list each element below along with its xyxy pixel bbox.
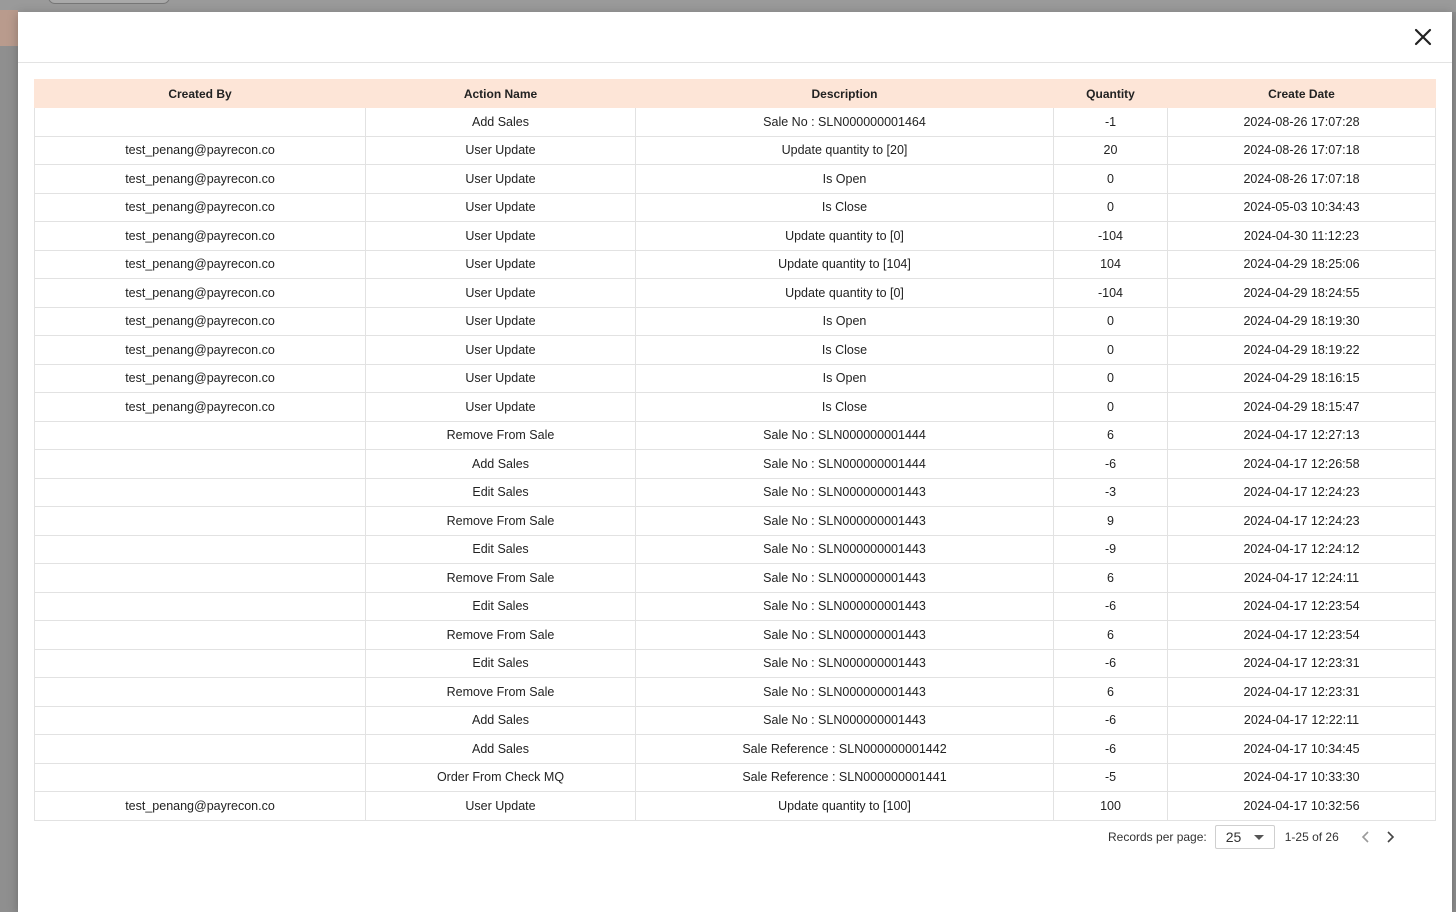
cell-description: Update quantity to [100] <box>636 792 1054 821</box>
table-header-row <box>35 80 1436 108</box>
records-per-page-label: Records per page: <box>1108 830 1207 844</box>
cell-quantity: 104 <box>1054 250 1168 279</box>
header-create-date[interactable]: Create Date <box>1168 80 1436 108</box>
cell-action-name: Remove From Sale <box>366 507 636 536</box>
cell-quantity: 6 <box>1054 564 1168 593</box>
cell-created-by <box>35 649 366 678</box>
cell-create-date: 2024-04-17 12:24:11 <box>1168 564 1436 593</box>
cell-action-name: Order From Check MQ <box>366 763 636 792</box>
cell-description: Sale No : SLN000000001443 <box>636 649 1054 678</box>
cell-create-date: 2024-04-17 12:26:58 <box>1168 450 1436 479</box>
cell-create-date: 2024-04-17 12:23:31 <box>1168 649 1436 678</box>
cell-quantity: 6 <box>1054 421 1168 450</box>
cell-description: Is Close <box>636 336 1054 365</box>
cell-description: Update quantity to [104] <box>636 250 1054 279</box>
cell-quantity: 0 <box>1054 364 1168 393</box>
cell-created-by <box>35 592 366 621</box>
table-row[interactable] <box>35 678 1436 707</box>
cell-quantity: -1 <box>1054 108 1168 137</box>
cell-description: Sale No : SLN000000001443 <box>636 621 1054 650</box>
cell-quantity: 100 <box>1054 792 1168 821</box>
table-row[interactable] <box>35 165 1436 194</box>
cell-created-by <box>35 108 366 137</box>
cell-created-by <box>35 763 366 792</box>
cell-action-name: Remove From Sale <box>366 621 636 650</box>
cell-create-date: 2024-04-17 10:33:30 <box>1168 763 1436 792</box>
table-row[interactable] <box>35 108 1436 137</box>
table-row[interactable] <box>35 792 1436 821</box>
cell-created-by <box>35 678 366 707</box>
cell-quantity: -6 <box>1054 706 1168 735</box>
cell-description: Sale Reference : SLN000000001441 <box>636 763 1054 792</box>
table-row[interactable] <box>35 763 1436 792</box>
cell-create-date: 2024-04-29 18:19:22 <box>1168 336 1436 365</box>
cell-create-date: 2024-04-29 18:19:30 <box>1168 307 1436 336</box>
cell-created-by: test_penang@payrecon.co <box>35 222 366 251</box>
cell-create-date: 2024-04-17 10:32:56 <box>1168 792 1436 821</box>
cell-quantity: 9 <box>1054 507 1168 536</box>
cell-action-name: Remove From Sale <box>366 564 636 593</box>
cell-action-name: User Update <box>366 250 636 279</box>
cell-quantity: -104 <box>1054 222 1168 251</box>
cell-quantity: -5 <box>1054 763 1168 792</box>
cell-description: Sale No : SLN000000001443 <box>636 706 1054 735</box>
table-row[interactable] <box>35 250 1436 279</box>
cell-create-date: 2024-04-29 18:25:06 <box>1168 250 1436 279</box>
cell-description: Sale Reference : SLN000000001442 <box>636 735 1054 764</box>
header-created-by[interactable]: Created By <box>35 80 366 108</box>
cell-action-name: User Update <box>366 193 636 222</box>
cell-action-name: Edit Sales <box>366 535 636 564</box>
cell-quantity: -6 <box>1054 649 1168 678</box>
cell-created-by: test_penang@payrecon.co <box>35 336 366 365</box>
table-row[interactable] <box>35 450 1436 479</box>
cell-quantity: 20 <box>1054 136 1168 165</box>
cell-description: Sale No : SLN000000001443 <box>636 592 1054 621</box>
table-row[interactable] <box>35 564 1436 593</box>
table-row[interactable] <box>35 336 1436 365</box>
cell-created-by <box>35 450 366 479</box>
cell-created-by <box>35 421 366 450</box>
cell-description: Sale No : SLN000000001464 <box>636 108 1054 137</box>
cell-created-by <box>35 478 366 507</box>
cell-create-date: 2024-04-29 18:15:47 <box>1168 393 1436 422</box>
cell-quantity: -104 <box>1054 279 1168 308</box>
chevron-right-icon[interactable] <box>1381 828 1399 846</box>
header-quantity[interactable]: Quantity <box>1054 80 1168 108</box>
cell-action-name: Edit Sales <box>366 649 636 678</box>
history-table <box>34 79 1436 821</box>
cell-quantity: -6 <box>1054 592 1168 621</box>
cell-quantity: -6 <box>1054 735 1168 764</box>
table-row[interactable] <box>35 393 1436 422</box>
history-table-wrapper <box>34 79 1435 821</box>
cell-action-name: User Update <box>366 393 636 422</box>
cell-create-date: 2024-04-17 10:34:45 <box>1168 735 1436 764</box>
cell-create-date: 2024-04-17 12:23:31 <box>1168 678 1436 707</box>
cell-create-date: 2024-04-17 12:23:54 <box>1168 592 1436 621</box>
cell-created-by <box>35 706 366 735</box>
cell-action-name: Remove From Sale <box>366 678 636 707</box>
cell-created-by <box>35 621 366 650</box>
cell-created-by <box>35 735 366 764</box>
cell-action-name: User Update <box>366 136 636 165</box>
dialog-header <box>18 12 1452 63</box>
chevron-down-icon <box>1254 835 1264 840</box>
cell-description: Is Close <box>636 193 1054 222</box>
cell-create-date: 2024-05-03 10:34:43 <box>1168 193 1436 222</box>
chevron-left-icon[interactable] <box>1357 828 1375 846</box>
cell-description: Update quantity to [0] <box>636 279 1054 308</box>
table-row[interactable] <box>35 621 1436 650</box>
cell-action-name: User Update <box>366 165 636 194</box>
cell-create-date: 2024-04-17 12:23:54 <box>1168 621 1436 650</box>
cell-quantity: 0 <box>1054 193 1168 222</box>
cell-description: Sale No : SLN000000001443 <box>636 507 1054 536</box>
cell-action-name: Edit Sales <box>366 478 636 507</box>
cell-quantity: 0 <box>1054 393 1168 422</box>
cell-create-date: 2024-08-26 17:07:18 <box>1168 136 1436 165</box>
cell-quantity: 0 <box>1054 165 1168 194</box>
cell-description: Sale No : SLN000000001443 <box>636 678 1054 707</box>
table-row[interactable] <box>35 735 1436 764</box>
cell-created-by <box>35 507 366 536</box>
cell-created-by <box>35 535 366 564</box>
close-icon[interactable] <box>1412 26 1434 48</box>
cell-description: Is Open <box>636 307 1054 336</box>
table-row[interactable] <box>35 592 1436 621</box>
table-row[interactable] <box>35 478 1436 507</box>
table-row[interactable] <box>35 136 1436 165</box>
table-row[interactable] <box>35 421 1436 450</box>
cell-description: Update quantity to [20] <box>636 136 1054 165</box>
cell-created-by: test_penang@payrecon.co <box>35 307 366 336</box>
cell-action-name: Add Sales <box>366 735 636 764</box>
cell-action-name: User Update <box>366 364 636 393</box>
cell-create-date: 2024-08-26 17:07:28 <box>1168 108 1436 137</box>
cell-action-name: Add Sales <box>366 450 636 479</box>
cell-action-name: Add Sales <box>366 108 636 137</box>
cell-quantity: 6 <box>1054 678 1168 707</box>
cell-description: Is Open <box>636 165 1054 194</box>
header-action-name[interactable]: Action Name <box>366 80 636 108</box>
backdrop-button <box>48 0 170 4</box>
cell-created-by: test_penang@payrecon.co <box>35 193 366 222</box>
cell-description: Sale No : SLN000000001443 <box>636 478 1054 507</box>
cell-create-date: 2024-04-17 12:27:13 <box>1168 421 1436 450</box>
cell-action-name: User Update <box>366 792 636 821</box>
cell-create-date: 2024-04-29 18:24:55 <box>1168 279 1436 308</box>
table-row[interactable] <box>35 307 1436 336</box>
cell-action-name: User Update <box>366 336 636 365</box>
cell-quantity: 0 <box>1054 307 1168 336</box>
records-per-page-select[interactable] <box>1215 825 1275 849</box>
table-row[interactable] <box>35 649 1436 678</box>
history-dialog <box>18 12 1452 912</box>
cell-description: Sale No : SLN000000001443 <box>636 535 1054 564</box>
cell-created-by: test_penang@payrecon.co <box>35 393 366 422</box>
paginator <box>1108 824 1405 850</box>
cell-quantity: -6 <box>1054 450 1168 479</box>
cell-create-date: 2024-04-17 12:24:12 <box>1168 535 1436 564</box>
cell-quantity: -3 <box>1054 478 1168 507</box>
cell-created-by: test_penang@payrecon.co <box>35 279 366 308</box>
table-row[interactable] <box>35 535 1436 564</box>
cell-description: Sale No : SLN000000001443 <box>636 564 1054 593</box>
table-row[interactable] <box>35 507 1436 536</box>
cell-create-date: 2024-04-17 12:24:23 <box>1168 507 1436 536</box>
cell-description: Is Close <box>636 393 1054 422</box>
cell-created-by <box>35 564 366 593</box>
cell-quantity: -9 <box>1054 535 1168 564</box>
cell-description: Sale No : SLN000000001444 <box>636 450 1054 479</box>
table-row[interactable] <box>35 193 1436 222</box>
cell-action-name: Remove From Sale <box>366 421 636 450</box>
cell-description: Is Open <box>636 364 1054 393</box>
cell-action-name: User Update <box>366 279 636 308</box>
cell-create-date: 2024-04-17 12:24:23 <box>1168 478 1436 507</box>
records-per-page-value: 25 <box>1225 829 1242 845</box>
table-row[interactable] <box>35 222 1436 251</box>
cell-action-name: Edit Sales <box>366 592 636 621</box>
cell-create-date: 2024-04-17 12:22:11 <box>1168 706 1436 735</box>
cell-create-date: 2024-08-26 17:07:18 <box>1168 165 1436 194</box>
cell-quantity: 6 <box>1054 621 1168 650</box>
cell-created-by: test_penang@payrecon.co <box>35 165 366 194</box>
cell-action-name: Add Sales <box>366 706 636 735</box>
header-description[interactable]: Description <box>636 80 1054 108</box>
table-row[interactable] <box>35 279 1436 308</box>
cell-description: Update quantity to [0] <box>636 222 1054 251</box>
cell-description: Sale No : SLN000000001444 <box>636 421 1054 450</box>
cell-created-by: test_penang@payrecon.co <box>35 136 366 165</box>
cell-created-by: test_penang@payrecon.co <box>35 250 366 279</box>
cell-action-name: User Update <box>366 307 636 336</box>
backdrop-top <box>0 0 1456 12</box>
cell-created-by: test_penang@payrecon.co <box>35 364 366 393</box>
cell-created-by: test_penang@payrecon.co <box>35 792 366 821</box>
cell-quantity: 0 <box>1054 336 1168 365</box>
cell-create-date: 2024-04-30 11:12:23 <box>1168 222 1436 251</box>
backdrop-panel <box>0 10 18 46</box>
cell-action-name: User Update <box>366 222 636 251</box>
page-range-label: 1-25 of 26 <box>1284 830 1339 844</box>
cell-create-date: 2024-04-29 18:16:15 <box>1168 364 1436 393</box>
table-row[interactable] <box>35 364 1436 393</box>
table-row[interactable] <box>35 706 1436 735</box>
